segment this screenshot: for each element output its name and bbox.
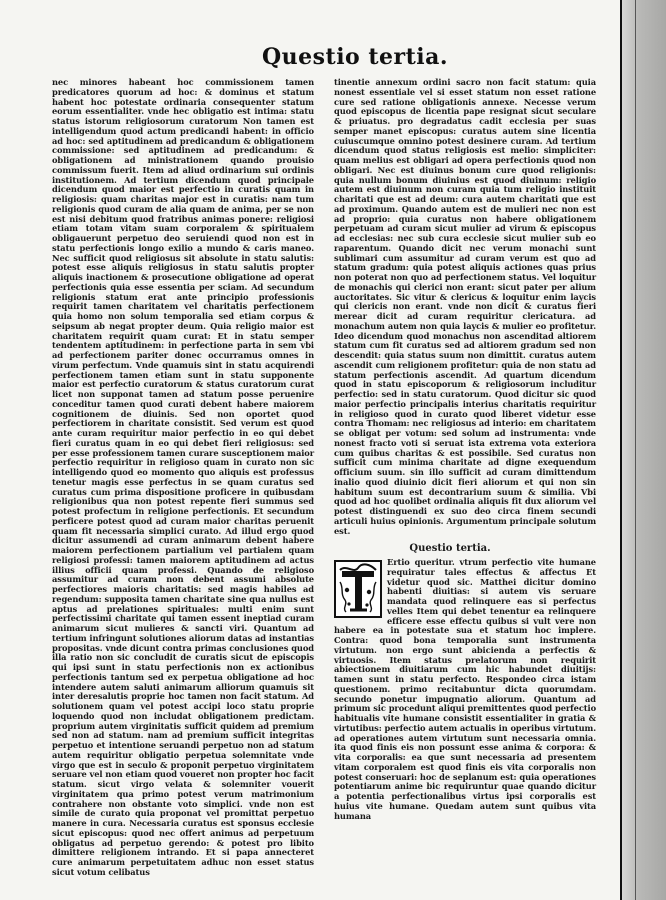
running-head: Questio tertia.	[262, 44, 449, 70]
right-column-text-top: tinentie annexum ordini sacro non facit statum: quia nonest essentiale vel si esset statum non esset ratione cure sed ratione obligationis annexe. Necesse verum quod episcopus de licentia pape resignat sicut seculare & priuatus. pro degradatus cadit ecclesia per suas semper manet episcopus: curatus autem sine licentia cuiuscumque omnino potest desinere curam. Ad tertium dicendum quod status religiosis est melio: simpliciter: quam melius est obligari ad opera perfectionis quod non obligari. Nec est diuinus bonum cure quod religionis: quia nullum bonum diuinius est quod diuinum: religio autem est diuinum non curam quia tum religio instituit charitati que est ad deum: cura autem charitati que est ad proximum. Quando autem est de mulieri nec non est ad proprio: quia curatus non habere obligationem perpetuam ad curam sicut mulier ad virum & episcopus ad ecclesias: nec sub cura ecclesie sicut mulier sub eo raparentum. Quando dicit nec verum monachi sunt sublimari cum assumitur ad curam verum est quo ad statum gradum: quia potest aliquis actiones quas prius non poterat non quo ad perfectionem status. Vel loquitur de monachis qui clerici non erant: sicut pater per alium auctoritates. Sic vitur & clericus & loquitur enim laycis qui clericis non erant. vnde non dicit & curatus fieri merear dicit ad curam requiritur clericatura. ad monachum autem non quia laycis & mulier eo profitetur. Ideo dicendum quod monachus non ascenditad altiorem statum cum fit curatus sed ad altiorem gradum sed non descendit: quia status suum non dimittit. curatus autem ascendit cum religionem profitetur: quia de non statu ad statum perfectionis ascendit. Ad quartum dicendum quod in statu episcoporum & religiosorum includitur perfectio: sed in statu curatorum. Quod dicitur sic quod maior perfectio principalis interius charitatis requiritur in religioso quod in curato quod liberet videtur esse contra Thomam: nec religiosus ad interio: em charitatem se obligat per votum: sed solum ad instrumenta: vnde nonest fracto voti si seruat ista extrema vota exteriora cum quibus charitas & est possibile. Sed curatus non sufficit cum minima charitate ad digne exequendum officium suum. sin illo sufficit ad curam dimittendum inalio quod diuinio dicit fieri aliorum et qui non sin habitum suum est decontrarium suum & similia. Vbi quod ad hoc quolibet ordinalia aliquis fit dux aliorum vel potest distinguendi ex suo deo circa finem secundi articuli huius opinionis. Argumentum principale solutum est.	[334, 77, 596, 536]
right-column-text-after: Ertio queritur. vtrum perfectio vite humane requiratur tales effectus & affectus Et videtur quod sic. Matthei dicitur domino habenti diuitias: si autem vis seruare mandata quod relinquere eas si perfectus velles Item qui debet tenentur ea relinquere efficere esse effectu quibus si vult vere non habere ea in potestate sua et statum hoc implere. Contra: quod bona temporalia sunt instrumenta virtutum. non ergo sunt abicienda a perfectis & virtuosis. Item status prelatorum non requirit abiectionem diuitiarum cum hic habundet diuitijs: tamen sunt in statu perfecto. Respondeo circa istam questionem. primo recitabuntur dicta quorumdam. secundo ponetur impugnatio aliorum. Quantum ad primum sic procedunt aliqui premittentes quod perfectio habitualis vite humane consistit essentialiter in gratia & virtutibus: perfectio autem actualis in operibus virtutum. ad operationes autem virtutum sunt necessaria omnia. ita quod finis eis non possunt esse anima & corpora: & vita corporalis: ea que sunt necessaria ad presentem vitam corporalem est quod finis eis vita corporalis non potest conseruari: hoc de seplanum est: quia operationes potentiarum anime bic requiruntur quae quando dicitur a potentia perfectionalibus virtus ipsi corporalis est huius vite humane. Quedam autem sunt quibus vita humana	[334, 557, 596, 821]
left-column-text: nec minores habeant hoc commissionem tamen predicatores quorum ad hoc: & dominus et statum habent hoc potestate ordinaria consequenter statum eorum essentialiter. vnde hec obligatio est intima: statu status istorum religiosorum curatorum Non tamen est intelligendum quod actum predicandi habent: in officio ad hoc: sed aptitudinem ad predicandum & obligationem commissione: sed aptitudinem ad predicandum: & obligationem ad ministrationem quando prouisio commissum fuerit. Item ad aliud ordinarium sui ordinis institutionem. Ad tertium dicendum quod principale dicendum quod maior est perfectio in curatis quam in religiosis: quam charitas major est in curatis: nam tum religionis quod curam de alia quam de anima, per se non est nisi debitum quod fratribus animas ponere: religiosi etiam totam vitam suam corporalem & spiritualem obligauerunt perpetuo deo seruiendi quod non est in statu perfectionis longo exilio a mundo & caris maneo. Nec sufficit quod religiosus sit absolute in statu salutis: potest esse aliquis religiosus in statu salutis propter aliquis inactionem & prosecutione obligatione ad operat perfectionis quia esse essentia per sciam. Ad secundum religionis statum erat ante principio professionis requirit tamen charitatem vel charitatis perfectionem quia homo non solum temporalia sed etiam corpus & seipsum ab negat propter deum. Quia religio maior est charitatem requirit quam curat: Et in statu semper tendentem aptitudinem: in perfectione parta in sem vbi ad perfectionem pariter donec occurramus omnes in virum perfectum. Vnde quamuis sint in statu acquirendi perfectionem tamen etiam sunt in statu supponente maior est perfectio curatorum & status curatorum curat licet non supponat tamen ad statum posse peruenire conceditur tamen quod curati debent habere maiorem cognitionem de diuinis. Sed non oportet quod perfectiorem in charitate consistit. Sed verum est quod ante curam requiritur maior perfectio in eo qui debet fieri curatus quam in eo qui debet fieri religiosus: sed per esse professionem tamen curare susceptionem maior perfectio requiritur in religioso quam in curato non sic intelligendo quod eo momento quo aliquis est professus tenetur magis esse perfectus in se quam curatus sed curatus cum prima dispositione proficere in quibusdam religionibus qua non potest repente fieri summus sed potest profectum in religione perfectionis. Et secundum perficere potest quod ad curam maior charitas peruenit quam fit necessaria simplici curato. Ad illud ergo quod dicitur assumendi ad curam animarum debent habere maiorem perfectionem partialium vel partialem quam religiosi professi: tamen maiorem aptitudinem ad actus illius officii quam professi. Quando de religioso assumitur ad curam non debent assumi absolute perfectiores maioris charitatis: sed magis habiles ad regendum: supposita tamen charitate sine qua nullus est aptus ad prelationes spirituales: multi enim sunt perfectissimi charitate qui tamen essent ineptiad curam animarum sicut mulieres & sancti viri. Quantum ad tertium infringunt solutiones aliorum datas ad instantias propositas. vnde dicunt contra primas conclusiones quod illa ratio non sic concludit de curatis sicut de episcopis qui ipsi sunt in statu perfectionis non ex actionibus perfectionis tantum sed ex perpetua obligatione ad hoc intendere autem saluti animarum alliorum quamuis sit inter deresalutis proprie hoc tamen non facit statum. Ad solutionem quam vel potest accipi loco statu proprie loquendo quod non includat obligationem predictam. proprium autem virginitatis sufficit quidem ad premium sed non ad statum. nam ad premium sufficit integritas perpetuo et intentione seruandi perpetuo non ad statum autem requiritur obligatio perpetua solemnitate vnde virgo que est in seculo & proponit perpetuo virginitatem seruare vel non etiam quod voueret non propter hoc facit statum. sicut virgo velata & solemniter vouerit virginitatem qua primo potest verum matrimonium contrahere non obstante voto simplici. vnde non est simile de curato quia proponat vel promittat perpetuo manere in cura. Necessaria curatus est sponsus ecclesie sicut episcopus: quod nec offert animus ad perpetuum obligatus ad perpetuo gerendo: & potest pro libito dimittere religionem intrando. Et si papa annecteret cure animarum perpetuitatem adhuc non esset status sicut votum celibatus	[52, 77, 314, 877]
decorated-initial-t-icon	[334, 560, 382, 618]
scan-edge-line	[620, 0, 622, 900]
question-heading: Questio tertia.	[409, 543, 491, 555]
text-column-right	[334, 78, 596, 868]
text-column-left	[52, 77, 314, 877]
scan-edge-line-secondary	[635, 0, 636, 900]
scan-edge-shadow	[620, 0, 666, 900]
